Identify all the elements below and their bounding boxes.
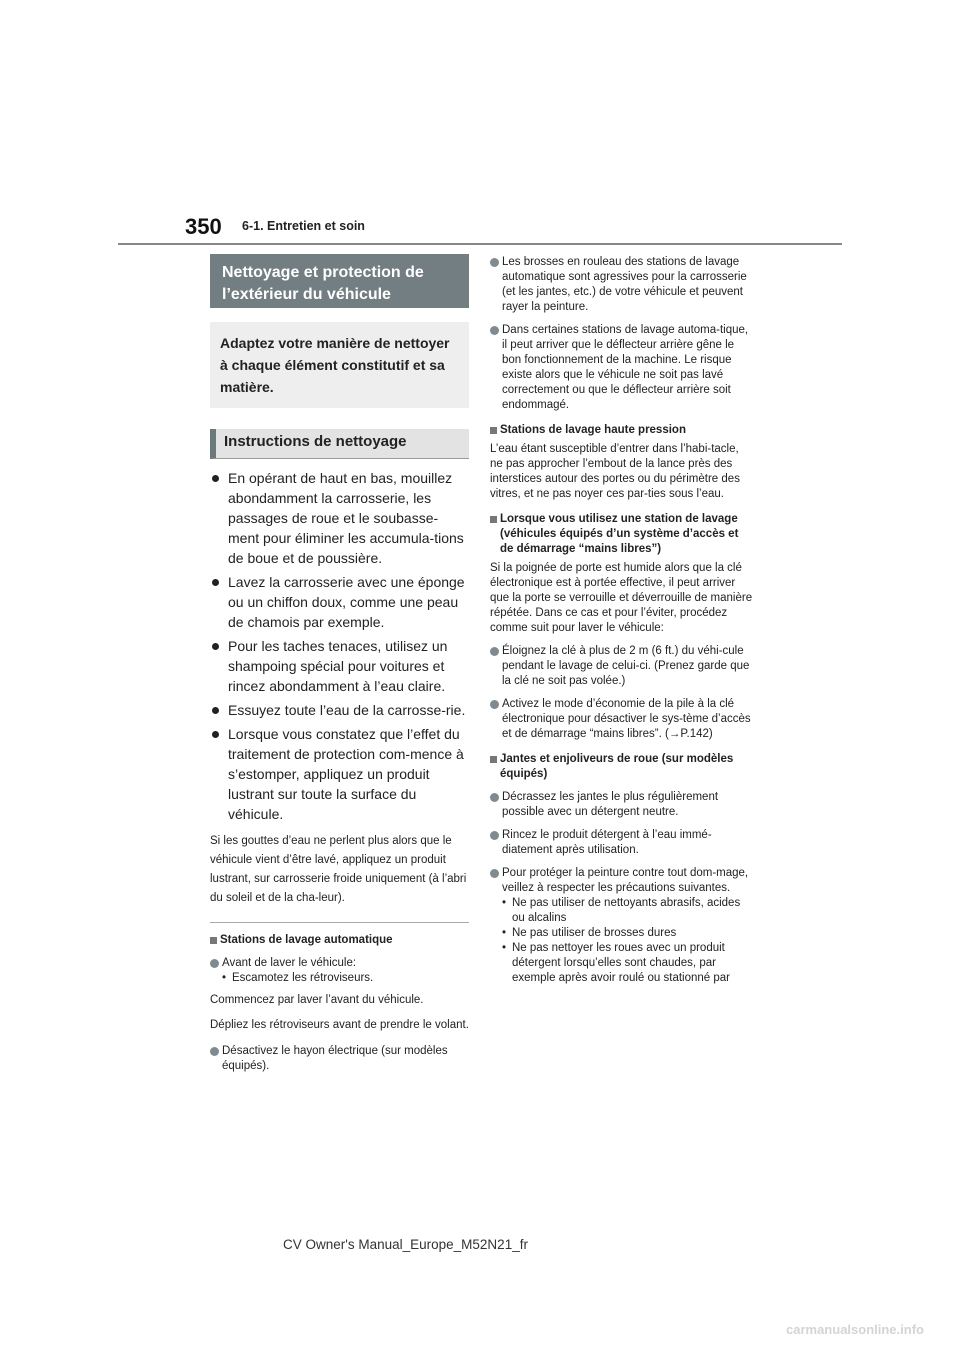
list-item: Éloignez la clé à plus de 2 m (6 ft.) du véhi-cule pendant le lavage de celui-ci. (Prenez garde que la clé ne soit pas volée.): [490, 644, 754, 689]
circle-bullet-icon: [210, 1047, 219, 1056]
wax-note: Si les gouttes d’eau ne perlent plus alors que le véhicule vient d’être lavé, appliquez un produit lustrant, sur carrosserie froide uniquement (à l’abri du soleil et de la cha-leur).: [210, 835, 467, 904]
right-column: [490, 255, 754, 986]
bullet-icon: [212, 643, 219, 650]
auto-wash-text: Commencez par laver l’avant du véhicule.: [210, 994, 424, 1006]
circle-bullet-icon: [490, 258, 499, 267]
hands-free-text: Si la poignée de porte est humide alors que la clé électronique est à portée effective, il peut arriver que la porte se verrouille et déverrouille de manière répétée. Dans ce cas et pour l’éviter, procédez comme suit pour laver le véhicule:: [490, 562, 753, 634]
square-bullet-icon: [490, 427, 497, 434]
list-item: Les brosses en rouleau des stations de lavage automatique sont agressives pour la carrosserie (et les jantes, etc.) de votre véhicule et peuvent rayer la peinture.: [490, 255, 754, 315]
square-bullet-icon: [490, 756, 497, 763]
square-bullet-icon: [490, 516, 497, 523]
circle-bullet-icon: [490, 326, 499, 335]
divider: [210, 922, 469, 923]
cleaning-instructions-header: Instructions de nettoyage: [210, 429, 469, 459]
list-item: Activez le mode d’économie de la pile à la clé électronique pour désactiver le sys-tème d’accès et de démarrage “mains libres”. (→P.142): [490, 697, 754, 742]
list-item: Lorsque vous constatez que l’effet du traitement de protection com-mence à s’estomper, appliquez un produit lustrant sur toute la surface du véhicule.: [210, 724, 469, 824]
list-item: Rincez le produit détergent à l’eau immé-diatement après utilisation.: [490, 828, 754, 858]
list-item: Avant de laver le véhicule: • Escamotez les rétroviseurs.: [210, 956, 469, 986]
bullet-icon: [212, 731, 219, 738]
section-label: 6-1. Entretien et soin: [242, 219, 365, 233]
list-item: Dans certaines stations de lavage automa-tique, il peut arriver que le déflecteur arrière gêne le bon fonctionnement de la machine. Le risque existe alors que le véhicule ne soit pas lavé correctement ou que le déflecteur arrière soit endommagé.: [490, 323, 754, 413]
section-title: Nettoyage et protection de l’extérieur du véhicule: [210, 254, 469, 308]
bullet-icon: [212, 475, 219, 482]
bullet-icon: [212, 707, 219, 714]
square-bullet-icon: [210, 937, 217, 944]
auto-wash-text: Dépliez les rétroviseurs avant de prendre le volant.: [210, 1019, 469, 1031]
high-pressure-heading: Stations de lavage haute pression: [490, 423, 754, 438]
wheels-heading: Jantes et enjoliveurs de roue (sur modèles équipés): [490, 752, 754, 782]
watermark: carmanualsonline.info: [786, 1322, 924, 1337]
list-item: Essuyez toute l’eau de la carrosse-rie.: [210, 700, 469, 720]
list-item: En opérant de haut en bas, mouillez abondamment la carrosserie, les passages de roue et le soubasse-ment pour éliminer les accumula-tions de boue et de poussière.: [210, 468, 469, 568]
list-item: Désactivez le hayon électrique (sur modèles équipés).: [210, 1044, 469, 1074]
circle-bullet-icon: [490, 831, 499, 840]
list-item: Décrassez les jantes le plus régulièrement possible avec un détergent neutre.: [490, 790, 754, 820]
auto-wash-heading: Stations de lavage automatique: [210, 933, 469, 948]
intro-box: Adaptez votre manière de nettoyer à chaque élément constitutif et sa matière.: [210, 322, 469, 408]
header-rule: [118, 243, 842, 245]
cleaning-steps-list: [210, 468, 469, 824]
arrow-icon: →: [668, 728, 681, 740]
left-column: [210, 254, 469, 1074]
footer-manual-id: CV Owner's Manual_Europe_M52N21_fr: [283, 1237, 528, 1252]
hands-free-heading: Lorsque vous utilisez une station de lavage (véhicules équipés d’un système d’accès et de démarrage “mains libres”): [490, 512, 754, 557]
list-item: Lavez la carrosserie avec une éponge ou un chiffon doux, comme une peau de chamois par exemple.: [210, 572, 469, 632]
bullet-icon: [212, 579, 219, 586]
list-item: Pour protéger la peinture contre tout dom-mage, veillez à respecter les précautions suivantes. • Ne pas utiliser de nettoyants abrasifs, acides ou alcalins • Ne pas utiliser de brosses dures • Ne pas nettoyer les roues avec un produit détergent lorsqu’elles sont chaudes, par exemple après avoir roulé ou stationné par: [490, 866, 754, 986]
list-item: Pour les taches tenaces, utilisez un shampoing spécial pour voitures et rincez abondamment à l’eau claire.: [210, 636, 469, 696]
circle-bullet-icon: [490, 700, 499, 709]
page-number: 350: [185, 214, 222, 239]
high-pressure-text: L’eau étant susceptible d’entrer dans l’habi-tacle, ne pas approcher l’embout de la lance près des interstices autour des portes ou du périmètre des vitres, et ne pas noyer ces par-ties sous l’eau.: [490, 443, 740, 500]
page-reference-link[interactable]: P.142: [680, 728, 709, 740]
circle-bullet-icon: [210, 959, 219, 968]
circle-bullet-icon: [490, 869, 499, 878]
circle-bullet-icon: [490, 647, 499, 656]
circle-bullet-icon: [490, 793, 499, 802]
